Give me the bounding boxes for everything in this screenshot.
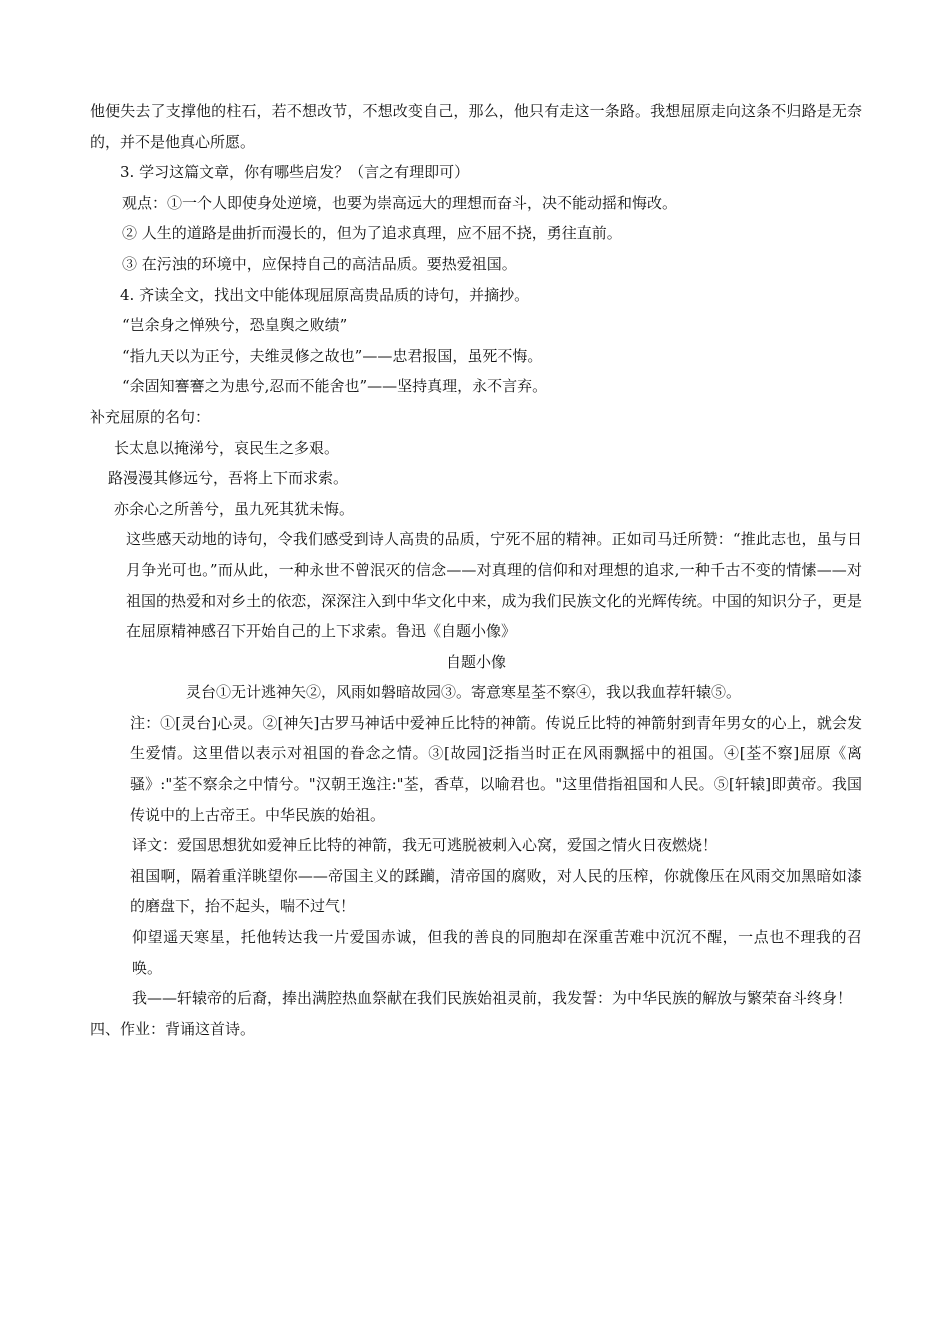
translation-line-3: 仰望遥天寒星，托他转达我一片爱国赤诚，但我的善良的同胞却在深重苦难中沉沉不醒，一点也不理我的召唤。 — [132, 928, 862, 977]
poem-text: 灵台①无计逃神矢②，风雨如磐暗故园③。寄意寒星荃不察④，我以我血荐轩辕⑤。 — [186, 683, 742, 702]
famous-line-2: 路漫漫其修远兮，吾将上下而求索。 — [108, 469, 349, 488]
translation-line-4: 我——轩辕帝的后裔，捧出满腔热血祭献在我们民族始祖灵前，我发誓：为中华民族的解放与繁荣奋斗终身！ — [132, 989, 853, 1008]
viewpoint-3: ③ 在污浊的环境中，应保持自己的高洁品质。要热爱祖国。 — [122, 254, 517, 273]
famous-line-1: 长太息以掩涕兮，哀民生之多艰。 — [114, 438, 340, 457]
homework-line: 四、作业：背诵这首诗。 — [90, 1019, 256, 1038]
quote-line-1: “岂余身之惮殃兮，恐皇舆之败绩” — [122, 316, 348, 335]
poem-notes: 注：①[灵台]心灵。②[神矢]古罗马神话中爱神丘比特的神箭。传说丘比特的神箭射到青年男女的心上，就会发生爱情。这里借以表示对祖国的眷念之情。③[故园]泛指当时正在风雨飘摇中的祖国。④[荃不察]屈原《离骚》:"荃不察余之中情兮。"汉朝王逸注:"荃，香草，以喻君也。"这里借指祖国和人民。⑤[轩辕]即黄帝。我国传说中的上古帝王。中华民族的始祖。 — [130, 713, 862, 824]
paragraph-qu-yuan-path: 他便失去了支撑他的柱石，若不想改节，不想改变自己，那么，他只有走这一条路。我想屈原走向这条不归路是无奈的，并不是他真心所愿。 — [90, 102, 862, 151]
quote-line-2: “指九天以为正兮，夫维灵修之故也”——忠君报国，虽死不悔。 — [122, 346, 543, 365]
famous-line-3: 亦余心之所善兮，虽九死其犹未悔。 — [114, 499, 355, 518]
quote-line-3: “余固知謇謇之为患兮,忍而不能舍也”——坚持真理，永不言弃。 — [122, 377, 548, 396]
translation-line-1: 译文：爱国思想犹如爱神丘比特的神箭，我无可逃脱被刺入心窝，爱国之情火日夜燃烧！ — [132, 836, 718, 855]
paragraph-spirit: 这些感天动地的诗句，令我们感受到诗人高贵的品质，宁死不屈的精神。正如司马迁所赞：“推此志也，虽与日月争光可也。”而从此，一种永世不曾泯灭的信念——对真理的信仰和对理想的追求,一种千古不变的情愫——对祖国的热爱和对乡土的依恋，深深注入到中华文化中来，成为我们民族文化的光辉传统。中国的知识分子，更是在屈原精神感召下开始自己的上下求索。鲁迅《自题小像》 — [126, 530, 862, 641]
famous-lines-heading: 补充屈原的名句： — [90, 407, 211, 426]
poem-title: 自题小像 — [445, 652, 506, 671]
translation-line-2: 祖国啊，隔着重洋眺望你——帝国主义的蹂躏，清帝国的腐败，对人民的压榨，你就像压在风雨交加黑暗如漆的磨盘下，抬不起头，喘不过气！ — [130, 866, 862, 916]
viewpoint-2: ② 人生的道路是曲折而漫长的，但为了追求真理，应不屈不挠，勇往直前。 — [122, 224, 622, 243]
viewpoint-1: 观点：①一个人即使身处逆境，也要为崇高远大的理想而奋斗，决不能动摇和悔改。 — [122, 193, 678, 212]
question-4: 4. 齐读全文，找出文中能体现屈原高贵品质的诗句，并摘抄。 — [120, 285, 530, 304]
question-3: 3. 学习这篇文章，你有哪些启发？（言之有理即可） — [120, 163, 470, 182]
document-body — [90, 96, 862, 1044]
